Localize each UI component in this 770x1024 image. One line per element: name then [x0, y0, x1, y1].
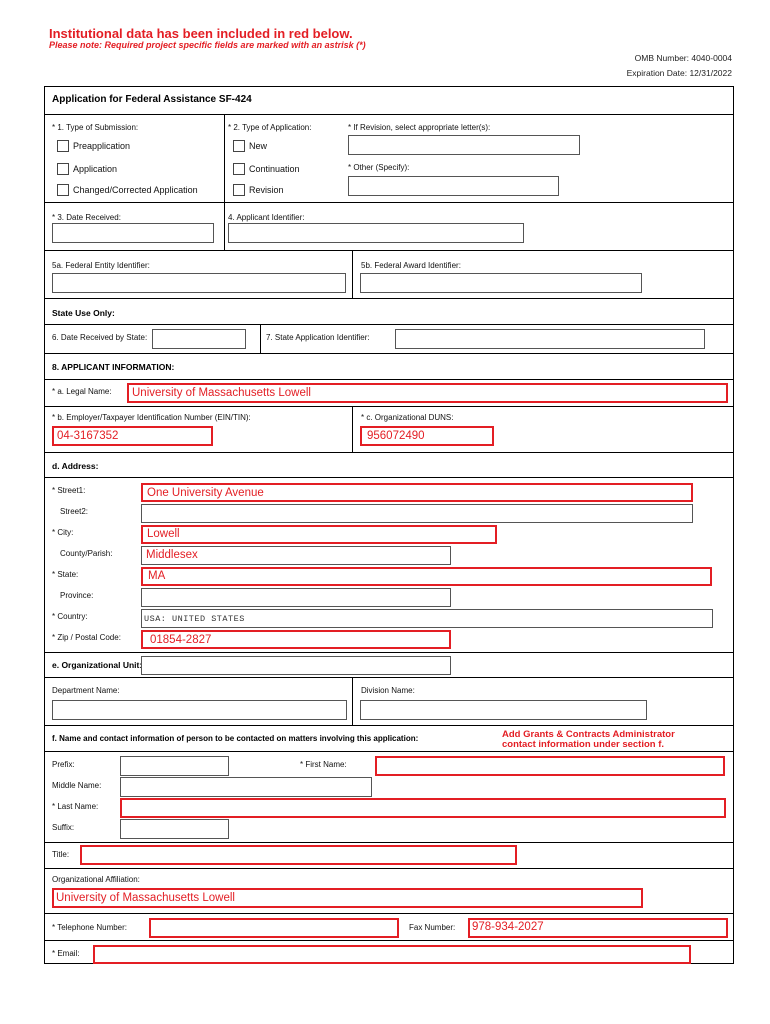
zip-label: * Zip / Postal Code:: [52, 633, 121, 642]
title-label: Title:: [52, 850, 70, 859]
state-date-received-label: 6. Date Received by State:: [52, 333, 148, 342]
revision-letter-label: * If Revision, select appropriate letter(s):: [348, 123, 491, 132]
email-input[interactable]: [93, 945, 691, 964]
state-value: MA: [148, 570, 166, 582]
division-name-label: Division Name:: [361, 686, 415, 695]
state-label: * State:: [52, 570, 79, 579]
federal-entity-input[interactable]: [52, 273, 346, 293]
duns-label: * c. Organizational DUNS:: [361, 413, 454, 422]
first-name-input[interactable]: [375, 756, 725, 776]
federal-award-input[interactable]: [360, 273, 642, 293]
institutional-notice: Institutional data has been included in red below.: [49, 26, 353, 41]
preapplication-checkbox[interactable]: [57, 140, 69, 152]
date-received-input[interactable]: [52, 223, 214, 243]
fax-label: Fax Number:: [409, 923, 456, 932]
changed-corrected-label: Changed/Corrected Application: [73, 185, 198, 195]
province-label: Province:: [60, 591, 94, 600]
prefix-label: Prefix:: [52, 760, 75, 769]
address-heading: d. Address:: [52, 461, 99, 471]
department-name-label: Department Name:: [52, 686, 120, 695]
street2-label: Street2:: [60, 507, 89, 516]
organizational-unit-input[interactable]: [141, 656, 451, 675]
applicant-identifier-label: 4. Applicant Identifier:: [228, 213, 305, 222]
zip-value: 01854-2827: [150, 634, 212, 646]
state-input[interactable]: [141, 567, 712, 586]
prefix-input[interactable]: [120, 756, 229, 776]
omb-number: OMB Number: 4040-0004: [634, 53, 732, 63]
fax-value: 978-934-2027: [472, 921, 544, 933]
affiliation-value: University of Massachusetts Lowell: [56, 892, 235, 904]
city-value: Lowell: [147, 528, 180, 540]
ein-label: * b. Employer/Taxpayer Identification Number (EIN/TIN):: [52, 413, 251, 422]
city-label: * City:: [52, 528, 74, 537]
last-name-label: * Last Name:: [52, 802, 99, 811]
county-label: County/Parish:: [60, 549, 113, 558]
middle-name-label: Middle Name:: [52, 781, 102, 790]
country-label: * Country:: [52, 612, 88, 621]
expiration-date: Expiration Date: 12/31/2022: [626, 68, 732, 78]
preapplication-label: Preapplication: [73, 141, 131, 151]
continuation-checkbox[interactable]: [233, 163, 245, 175]
title-input[interactable]: [80, 845, 517, 865]
duns-value: 956072490: [367, 430, 425, 442]
last-name-input[interactable]: [120, 798, 726, 818]
country-value: USA: UNITED STATES: [144, 614, 245, 624]
county-value: Middlesex: [146, 549, 198, 561]
suffix-label: Suffix:: [52, 823, 75, 832]
submission-type-label: * 1. Type of Submission:: [52, 123, 139, 132]
telephone-label: * Telephone Number:: [52, 923, 128, 932]
organizational-unit-heading: e. Organizational Unit:: [52, 660, 143, 670]
new-checkbox[interactable]: [233, 140, 245, 152]
middle-name-input[interactable]: [120, 777, 372, 797]
province-input[interactable]: [141, 588, 451, 607]
revision-label: Revision: [249, 185, 284, 195]
other-specify-label: * Other (Specify):: [348, 163, 410, 172]
first-name-label: * First Name:: [300, 760, 347, 769]
telephone-input[interactable]: [149, 918, 399, 938]
contact-information-heading: f. Name and contact information of person to be contacted on matters involving this application:: [52, 734, 419, 743]
legal-name-value: University of Massachusetts Lowell: [132, 387, 311, 399]
department-name-input[interactable]: [52, 700, 347, 720]
state-application-identifier-label: 7. State Application Identifier:: [266, 333, 370, 342]
sf424-form: [44, 86, 734, 964]
revision-letter-input[interactable]: [348, 135, 580, 155]
new-label: New: [249, 141, 268, 151]
required-fields-notice: Please note: Required project specific fields are marked with an astrisk (*): [49, 40, 366, 50]
contact-note-line2: contact information under section f.: [502, 739, 665, 750]
street2-input[interactable]: [141, 504, 693, 523]
federal-entity-label: 5a. Federal Entity Identifier:: [52, 261, 150, 270]
contact-note-line1: Add Grants & Contracts Administrator: [502, 729, 675, 740]
changed-corrected-checkbox[interactable]: [57, 184, 69, 196]
applicant-information-heading: 8. APPLICANT INFORMATION:: [52, 362, 175, 372]
division-name-input[interactable]: [360, 700, 647, 720]
suffix-input[interactable]: [120, 819, 229, 839]
date-received-label: * 3. Date Received:: [52, 213, 121, 222]
legal-name-label: * a. Legal Name:: [52, 387, 112, 396]
street1-value: One University Avenue: [147, 487, 264, 499]
revision-checkbox[interactable]: [233, 184, 245, 196]
email-label: * Email:: [52, 949, 80, 958]
application-checkbox[interactable]: [57, 163, 69, 175]
continuation-label: Continuation: [249, 164, 300, 174]
city-input[interactable]: [141, 525, 497, 544]
street1-label: * Street1:: [52, 486, 86, 495]
affiliation-label: Organizational Affiliation:: [52, 875, 140, 884]
applicant-identifier-input[interactable]: [228, 223, 524, 243]
state-application-identifier-input[interactable]: [395, 329, 705, 349]
federal-award-label: 5b. Federal Award Identifier:: [361, 261, 461, 270]
form-title: Application for Federal Assistance SF-424: [52, 94, 252, 105]
application-label: Application: [73, 164, 118, 174]
ein-value: 04-3167352: [57, 430, 119, 442]
other-specify-input[interactable]: [348, 176, 559, 196]
application-type-label: * 2. Type of Application:: [228, 123, 312, 132]
state-use-only-label: State Use Only:: [52, 308, 115, 318]
state-date-received-input[interactable]: [152, 329, 246, 349]
